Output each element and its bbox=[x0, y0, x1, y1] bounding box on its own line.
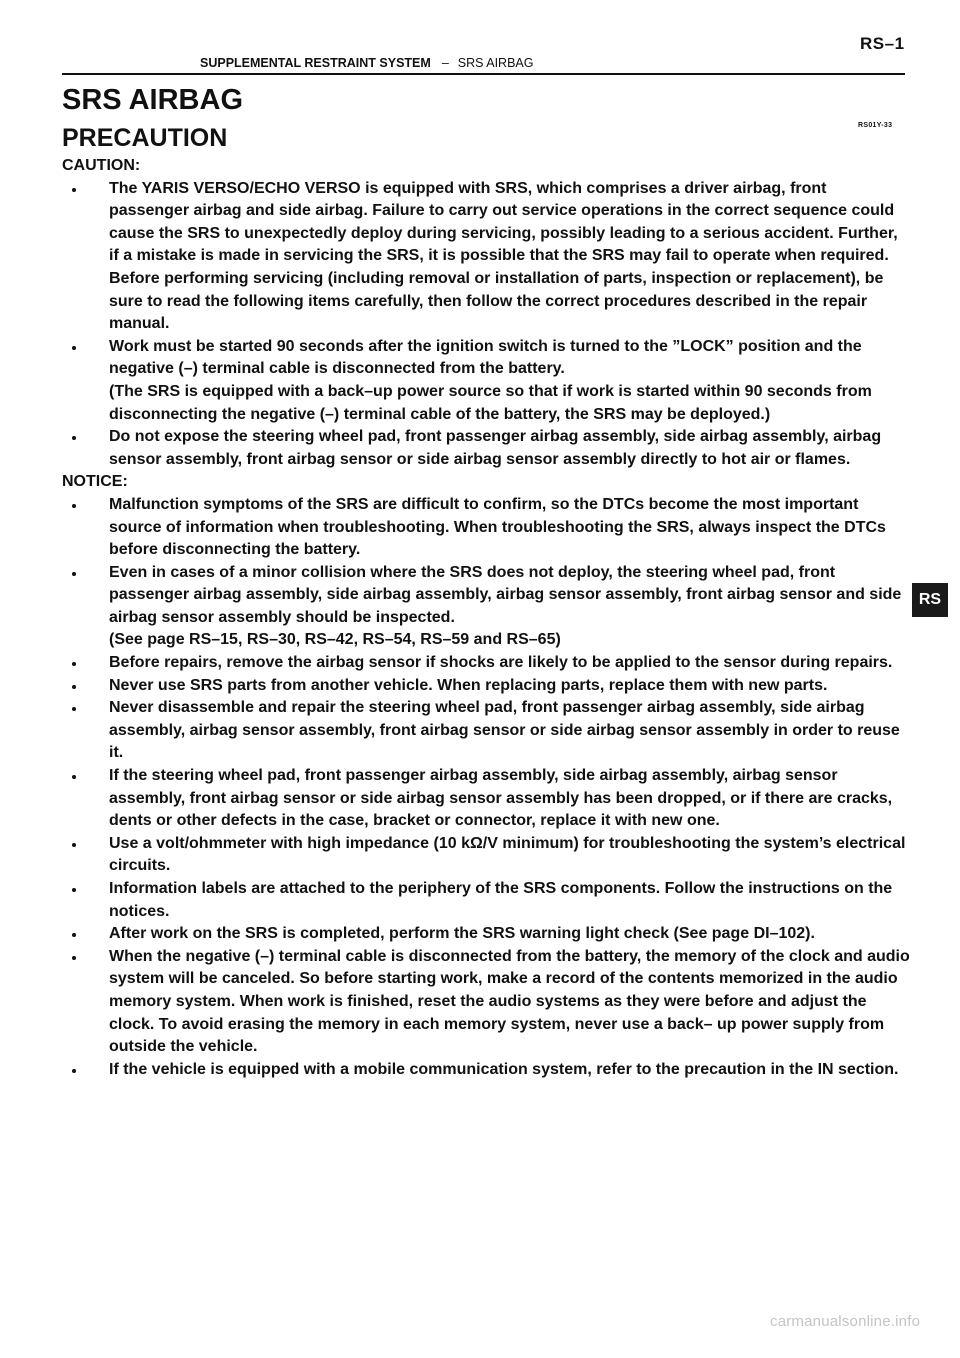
header-separator: – bbox=[441, 56, 449, 70]
list-item-text: When the negative (–) terminal cable is disconnected from the battery, the memory of the clock and audio system will be canceled. So before starting work, make a record of the contents memorized in the audio memory system. When work is finished, reset the audio systems as they were before and adjust the clock. To avoid erasing the memory in each memory system, never use a back– up power supply from outside the vehicle. bbox=[109, 947, 910, 1056]
notice-list bbox=[62, 494, 910, 1081]
list-item bbox=[62, 923, 910, 946]
list-item-text: Do not expose the steering wheel pad, front passenger airbag assembly, side airbag assembly, airbag sensor assembly, front airbag sensor or side airbag sensor assembly directly to hot air or flames. bbox=[109, 428, 882, 468]
bullet-icon bbox=[72, 662, 76, 666]
list-item bbox=[62, 697, 910, 765]
notice-label: NOTICE: bbox=[62, 473, 128, 491]
list-item bbox=[62, 1059, 910, 1082]
bullet-icon bbox=[72, 843, 76, 847]
bullet-icon bbox=[72, 346, 76, 350]
list-item-text: If the vehicle is equipped with a mobile communication system, refer to the precaution in the IN section. bbox=[109, 1060, 899, 1078]
list-item-text: Never disassemble and repair the steering wheel pad, front passenger airbag assembly, side airbag assembly, airbag sensor assembly, front airbag sensor or side airbag sensor assembly in order to reuse it. bbox=[109, 699, 900, 762]
list-item bbox=[62, 494, 910, 562]
bullet-icon bbox=[72, 956, 76, 960]
precaution-content bbox=[62, 155, 910, 1081]
section-heading: PRECAUTION bbox=[62, 124, 228, 152]
bullet-icon bbox=[72, 888, 76, 892]
section-title: SUPPLEMENTAL RESTRAINT SYSTEM bbox=[200, 56, 431, 70]
list-item bbox=[62, 878, 910, 923]
list-item bbox=[62, 675, 910, 698]
list-item-text: Malfunction symptoms of the SRS are difficult to confirm, so the DTCs become the most important source of information when troubleshooting. When troubleshooting the SRS, always inspect the DTCs before disconnecting the battery. bbox=[109, 495, 886, 559]
list-item-text: If the steering wheel pad, front passenger airbag assembly, side airbag assembly, airbag sensor assembly, front airbag sensor or side airbag sensor assembly has been dropped, or if there are cracks, dents or other defects in the case, bracket or connector, replace it with new one. bbox=[109, 767, 893, 830]
list-item bbox=[62, 765, 910, 833]
bullet-icon bbox=[72, 707, 76, 711]
list-item-note: (See page RS–15, RS–30, RS–42, RS–54, RS–59 and RS–65) bbox=[109, 631, 561, 649]
caution-list bbox=[62, 178, 910, 472]
list-item-text: Never use SRS parts from another vehicle. When replacing parts, replace them with new parts. bbox=[109, 676, 828, 694]
bullet-icon bbox=[72, 1069, 76, 1073]
list-item-text: The YARIS VERSO/ECHO VERSO is equipped with SRS, which comprises a driver airbag, front passenger airbag and side airbag. Failure to carry out service operations in the correct sequence could cause the SRS to unexpectedly deploy during servicing, possibly leading to a serious accident. Further, if a mistake is made in servicing the SRS, it is possible that the SRS may fail to operate when required. Before performing servicing (including removal or installation of parts, inspection or replacement), be sure to read the following items carefully, then follow the correct procedures described in the repair manual. bbox=[109, 179, 898, 333]
list-item bbox=[62, 946, 910, 1059]
page-number: RS–1 bbox=[860, 34, 905, 53]
list-item bbox=[62, 178, 910, 336]
caution-label: CAUTION: bbox=[62, 157, 141, 174]
list-item-text: After work on the SRS is completed, perform the SRS warning light check (See page DI–102). bbox=[109, 925, 815, 943]
subsection-title: SRS AIRBAG bbox=[457, 56, 534, 70]
list-item-text: Work must be started 90 seconds after the ignition switch is turned to the ”LOCK” position and the negative (–) terminal cable is disconnected from the battery. bbox=[109, 337, 862, 378]
list-item bbox=[62, 336, 910, 426]
list-item bbox=[62, 426, 910, 471]
list-item-text: Use a volt/ohmmeter with high impedance (10 kΩ/V minimum) for troubleshooting the system’s electrical circuits. bbox=[109, 834, 906, 875]
list-item bbox=[62, 652, 910, 675]
bullet-icon bbox=[72, 685, 76, 689]
document-code: RS01Y-33 bbox=[858, 122, 893, 129]
bullet-icon bbox=[72, 436, 76, 440]
list-item-note: (The SRS is equipped with a back–up power source so that if work is started within 90 seconds from disconnecting the negative (–) terminal cable of the battery, the SRS may be deployed.) bbox=[109, 382, 872, 423]
section-tab: RS bbox=[912, 583, 948, 617]
page-title: SRS AIRBAG bbox=[62, 84, 243, 116]
bullet-icon bbox=[72, 775, 76, 779]
header-rule bbox=[62, 73, 905, 75]
list-item-text: Information labels are attached to the periphery of the SRS components. Follow the instructions on the notices. bbox=[109, 880, 893, 920]
bullet-icon bbox=[72, 504, 76, 508]
list-item bbox=[62, 562, 910, 652]
list-item bbox=[62, 833, 910, 878]
watermark: carmanualsonline.info bbox=[770, 1313, 921, 1330]
list-item-text: Before repairs, remove the airbag sensor if shocks are likely to be applied to the sensor during repairs. bbox=[109, 654, 893, 672]
list-item-text: Even in cases of a minor collision where the SRS does not deploy, the steering wheel pad, front passenger airbag assembly, side airbag assembly, airbag sensor assembly, front airbag sensor and side airbag sensor assembly should be inspected. bbox=[109, 563, 902, 626]
bullet-icon bbox=[72, 572, 76, 576]
bullet-icon bbox=[72, 933, 76, 937]
bullet-icon bbox=[72, 188, 76, 192]
running-header bbox=[200, 56, 534, 70]
